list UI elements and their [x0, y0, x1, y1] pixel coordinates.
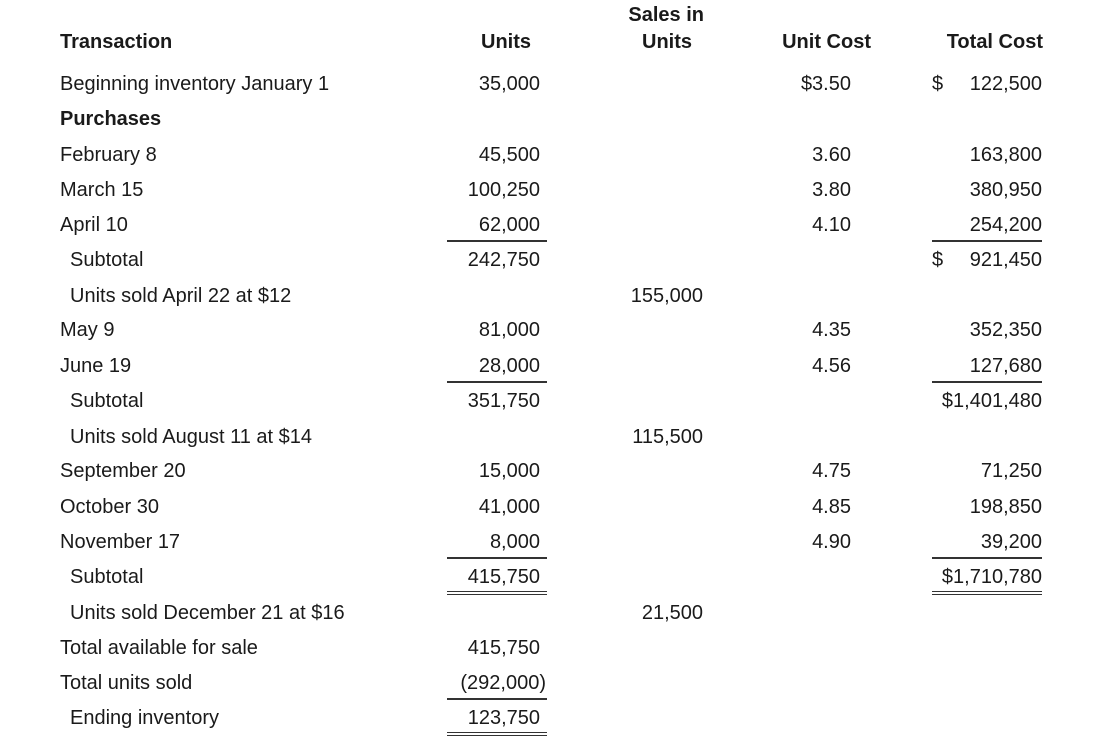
underline-total: [932, 557, 1042, 559]
row-total-cost: 122,500: [969, 73, 1042, 95]
header-units: Units: [481, 31, 531, 53]
row-units: 28,000: [478, 355, 540, 377]
row-description: Units sold April 22 at $12: [70, 285, 292, 307]
row-description: Units sold August 11 at $14: [70, 426, 313, 448]
double-underline-units: [447, 591, 547, 595]
underline-units: [447, 557, 547, 559]
header-sales-line1: Sales in: [628, 4, 704, 26]
row-description: Subtotal: [70, 249, 144, 271]
underline-units: [447, 698, 547, 700]
row-description: Units sold December 21 at $16: [70, 602, 345, 624]
row-description: September 20: [60, 460, 186, 482]
row-total-cost: 39,200: [980, 531, 1042, 553]
row-total-cost: 921,450: [969, 249, 1042, 271]
row-description: April 10: [60, 214, 128, 236]
row-sales-units: 115,500: [632, 426, 703, 448]
row-units: 8,000: [489, 531, 540, 553]
row-units: 62,000: [478, 214, 540, 236]
row-description: Ending inventory: [70, 707, 219, 729]
row-units: 81,000: [478, 319, 540, 341]
row-unit-cost: 4.85: [812, 496, 851, 518]
row-units: 100,250: [467, 179, 540, 201]
section-heading-purchases: Purchases: [60, 108, 162, 130]
double-underline-total: [932, 591, 1042, 595]
row-total-cost: 254,200: [969, 214, 1042, 236]
row-total-currency: $: [932, 249, 944, 271]
row-units: (292,000): [460, 672, 546, 694]
row-units: 123,750: [467, 707, 540, 729]
row-unit-cost: 4.75: [812, 460, 851, 482]
row-total-cost: 198,850: [969, 496, 1042, 518]
row-total-cost: $1,710,780: [941, 566, 1042, 588]
row-description: Beginning inventory January 1: [60, 73, 330, 95]
row-unit-cost: 4.10: [812, 214, 851, 236]
row-description: June 19: [60, 355, 132, 377]
row-unit-cost: $3.50: [800, 73, 851, 95]
header-unit-cost: Unit Cost: [782, 31, 871, 53]
row-description: May 9: [60, 319, 115, 341]
double-underline-units: [447, 732, 547, 736]
row-description: February 8: [60, 144, 157, 166]
row-units: 15,000: [478, 460, 540, 482]
row-unit-cost: 3.60: [812, 144, 851, 166]
underline-units: [447, 381, 547, 383]
row-sales-units: 155,000: [630, 285, 703, 307]
header-sales-line2: Units: [642, 31, 692, 53]
underline-units: [447, 240, 547, 242]
row-unit-cost: 3.80: [812, 179, 851, 201]
row-description: March 15: [60, 179, 144, 201]
row-units: 415,750: [467, 566, 540, 588]
row-description: Total available for sale: [60, 637, 258, 659]
row-description: November 17: [60, 531, 181, 553]
row-description: October 30: [60, 496, 159, 518]
row-units: 415,750: [467, 637, 540, 659]
row-description: Subtotal: [70, 390, 144, 412]
row-total-currency: $: [932, 73, 944, 95]
row-total-cost: 71,250: [980, 460, 1042, 482]
row-description: Subtotal: [70, 566, 144, 588]
header-transaction: Transaction: [60, 31, 173, 53]
row-units: 242,750: [467, 249, 540, 271]
row-total-cost: 380,950: [969, 179, 1042, 201]
row-total-cost: $1,401,480: [941, 390, 1042, 412]
row-units: 35,000: [478, 73, 540, 95]
underline-total: [932, 240, 1042, 242]
row-unit-cost: 4.35: [812, 319, 851, 341]
row-units: 45,500: [478, 144, 540, 166]
row-total-cost: 352,350: [969, 319, 1042, 341]
row-total-cost: 163,800: [969, 144, 1042, 166]
row-total-cost: 127,680: [969, 355, 1042, 377]
row-units: 41,000: [478, 496, 540, 518]
row-units: 351,750: [467, 390, 540, 412]
underline-total: [932, 381, 1042, 383]
row-description: Total units sold: [60, 672, 193, 694]
row-sales-units: 21,500: [641, 602, 703, 624]
row-unit-cost: 4.90: [812, 531, 851, 553]
row-unit-cost: 4.56: [812, 355, 851, 377]
header-total-cost: Total Cost: [946, 31, 1043, 53]
